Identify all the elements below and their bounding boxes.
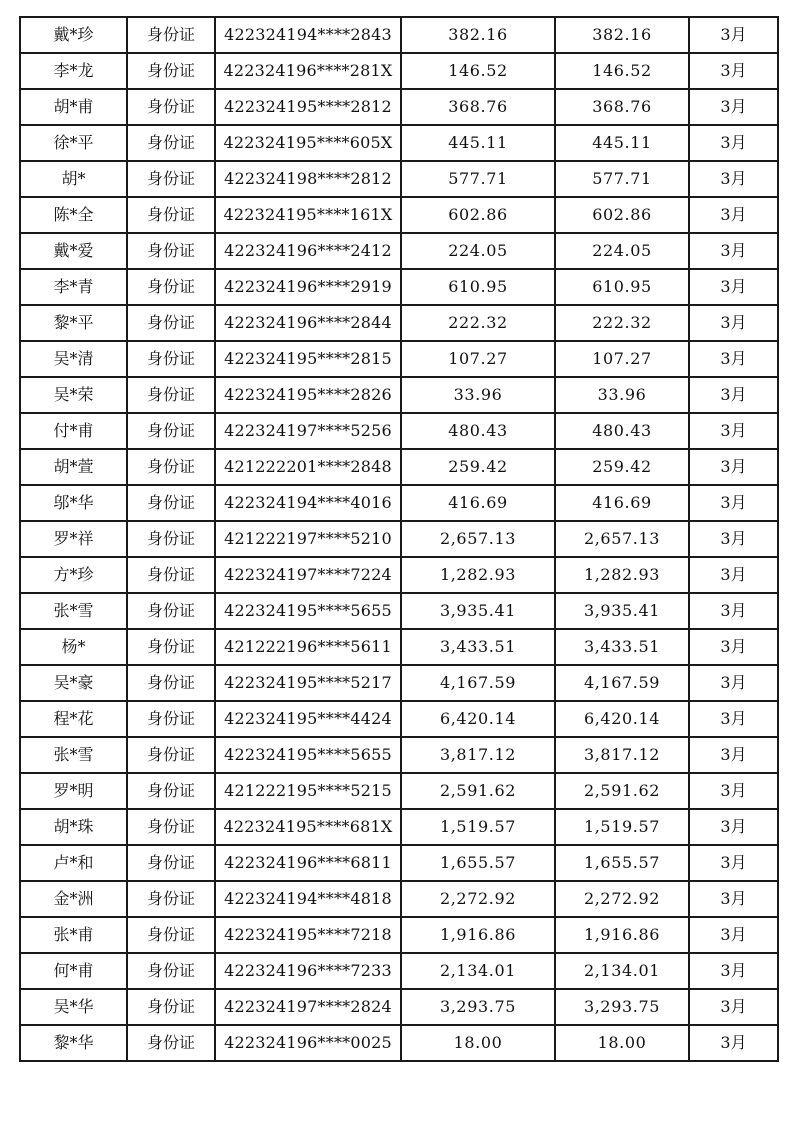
name-cell: 张*甫 — [20, 917, 127, 953]
amount-paid-cell: 577.71 — [555, 161, 689, 197]
id-number-cell: 422324195****5655 — [215, 737, 401, 773]
amount-cell: 1,916.86 — [401, 917, 555, 953]
month-cell: 3月 — [689, 701, 778, 737]
id-number-cell: 422324198****2812 — [215, 161, 401, 197]
id-type-cell: 身份证 — [127, 665, 215, 701]
amount-paid-cell: 3,817.12 — [555, 737, 689, 773]
month-cell: 3月 — [689, 197, 778, 233]
table-row — [20, 773, 778, 809]
id-number-cell: 422324195****161X — [215, 197, 401, 233]
amount-paid-cell: 368.76 — [555, 89, 689, 125]
id-type-cell: 身份证 — [127, 413, 215, 449]
name-cell: 程*花 — [20, 701, 127, 737]
id-number-cell: 421222195****5215 — [215, 773, 401, 809]
table-row — [20, 917, 778, 953]
amount-paid-cell: 6,420.14 — [555, 701, 689, 737]
name-cell: 吴*豪 — [20, 665, 127, 701]
amount-cell: 382.16 — [401, 17, 555, 53]
name-cell: 陈*全 — [20, 197, 127, 233]
id-type-cell: 身份证 — [127, 233, 215, 269]
id-type-cell: 身份证 — [127, 1025, 215, 1061]
table-row — [20, 485, 778, 521]
amount-paid-cell: 445.11 — [555, 125, 689, 161]
amount-paid-cell: 480.43 — [555, 413, 689, 449]
id-number-cell: 422324195****2812 — [215, 89, 401, 125]
table-row — [20, 269, 778, 305]
amount-cell: 2,134.01 — [401, 953, 555, 989]
id-number-cell: 422324197****5256 — [215, 413, 401, 449]
month-cell: 3月 — [689, 773, 778, 809]
amount-paid-cell: 146.52 — [555, 53, 689, 89]
amount-cell: 368.76 — [401, 89, 555, 125]
amount-paid-cell: 416.69 — [555, 485, 689, 521]
amount-cell: 2,591.62 — [401, 773, 555, 809]
month-cell: 3月 — [689, 665, 778, 701]
id-type-cell: 身份证 — [127, 737, 215, 773]
name-cell: 吴*荣 — [20, 377, 127, 413]
month-cell: 3月 — [689, 593, 778, 629]
amount-paid-cell: 18.00 — [555, 1025, 689, 1061]
amount-cell: 107.27 — [401, 341, 555, 377]
table-row — [20, 629, 778, 665]
table-row — [20, 89, 778, 125]
name-cell: 黎*华 — [20, 1025, 127, 1061]
id-type-cell: 身份证 — [127, 593, 215, 629]
amount-paid-cell: 3,935.41 — [555, 593, 689, 629]
month-cell: 3月 — [689, 305, 778, 341]
id-type-cell: 身份证 — [127, 53, 215, 89]
amount-cell: 224.05 — [401, 233, 555, 269]
name-cell: 张*雪 — [20, 737, 127, 773]
amount-paid-cell: 33.96 — [555, 377, 689, 413]
id-number-cell: 422324196****6811 — [215, 845, 401, 881]
id-type-cell: 身份证 — [127, 125, 215, 161]
id-type-cell: 身份证 — [127, 161, 215, 197]
month-cell: 3月 — [689, 413, 778, 449]
table-row — [20, 989, 778, 1025]
amount-cell: 3,935.41 — [401, 593, 555, 629]
id-type-cell: 身份证 — [127, 773, 215, 809]
amount-paid-cell: 3,433.51 — [555, 629, 689, 665]
amount-cell: 3,433.51 — [401, 629, 555, 665]
name-cell: 李*龙 — [20, 53, 127, 89]
amount-cell: 146.52 — [401, 53, 555, 89]
month-cell: 3月 — [689, 989, 778, 1025]
id-type-cell: 身份证 — [127, 701, 215, 737]
month-cell: 3月 — [689, 917, 778, 953]
table-row — [20, 233, 778, 269]
amount-cell: 416.69 — [401, 485, 555, 521]
amount-cell: 445.11 — [401, 125, 555, 161]
id-type-cell: 身份证 — [127, 485, 215, 521]
payment-table-body — [20, 17, 778, 1061]
name-cell: 胡*珠 — [20, 809, 127, 845]
name-cell: 李*青 — [20, 269, 127, 305]
id-number-cell: 421222201****2848 — [215, 449, 401, 485]
id-number-cell: 422324196****7233 — [215, 953, 401, 989]
id-number-cell: 422324196****2844 — [215, 305, 401, 341]
table-row — [20, 593, 778, 629]
id-number-cell: 422324194****2843 — [215, 17, 401, 53]
table-row — [20, 845, 778, 881]
name-cell: 徐*平 — [20, 125, 127, 161]
month-cell: 3月 — [689, 269, 778, 305]
amount-cell: 6,420.14 — [401, 701, 555, 737]
amount-paid-cell: 259.42 — [555, 449, 689, 485]
id-number-cell: 421222196****5611 — [215, 629, 401, 665]
name-cell: 何*甫 — [20, 953, 127, 989]
id-type-cell: 身份证 — [127, 377, 215, 413]
amount-cell: 610.95 — [401, 269, 555, 305]
id-type-cell: 身份证 — [127, 341, 215, 377]
table-row — [20, 701, 778, 737]
table-row — [20, 665, 778, 701]
amount-paid-cell: 3,293.75 — [555, 989, 689, 1025]
id-number-cell: 422324195****5217 — [215, 665, 401, 701]
id-type-cell: 身份证 — [127, 269, 215, 305]
month-cell: 3月 — [689, 53, 778, 89]
amount-paid-cell: 1,519.57 — [555, 809, 689, 845]
table-row — [20, 737, 778, 773]
amount-paid-cell: 602.86 — [555, 197, 689, 233]
name-cell: 戴*爱 — [20, 233, 127, 269]
name-cell: 戴*珍 — [20, 17, 127, 53]
table-row — [20, 125, 778, 161]
id-number-cell: 422324197****7224 — [215, 557, 401, 593]
id-number-cell: 422324196****0025 — [215, 1025, 401, 1061]
amount-cell: 2,272.92 — [401, 881, 555, 917]
table-row — [20, 557, 778, 593]
amount-paid-cell: 382.16 — [555, 17, 689, 53]
table-row — [20, 809, 778, 845]
id-type-cell: 身份证 — [127, 953, 215, 989]
month-cell: 3月 — [689, 161, 778, 197]
id-type-cell: 身份证 — [127, 305, 215, 341]
name-cell: 黎*平 — [20, 305, 127, 341]
id-number-cell: 422324195****5655 — [215, 593, 401, 629]
payment-table — [19, 16, 779, 1062]
name-cell: 胡*萱 — [20, 449, 127, 485]
month-cell: 3月 — [689, 953, 778, 989]
month-cell: 3月 — [689, 845, 778, 881]
amount-cell: 1,282.93 — [401, 557, 555, 593]
amount-cell: 1,655.57 — [401, 845, 555, 881]
month-cell: 3月 — [689, 125, 778, 161]
id-type-cell: 身份证 — [127, 845, 215, 881]
table-row — [20, 881, 778, 917]
amount-cell: 1,519.57 — [401, 809, 555, 845]
amount-paid-cell: 610.95 — [555, 269, 689, 305]
amount-paid-cell: 1,655.57 — [555, 845, 689, 881]
table-row — [20, 449, 778, 485]
id-number-cell: 422324195****2826 — [215, 377, 401, 413]
table-row — [20, 197, 778, 233]
month-cell: 3月 — [689, 485, 778, 521]
id-type-cell: 身份证 — [127, 89, 215, 125]
table-row — [20, 413, 778, 449]
month-cell: 3月 — [689, 881, 778, 917]
amount-paid-cell: 2,591.62 — [555, 773, 689, 809]
id-number-cell: 422324197****2824 — [215, 989, 401, 1025]
id-type-cell: 身份证 — [127, 629, 215, 665]
name-cell: 胡*甫 — [20, 89, 127, 125]
amount-paid-cell: 1,282.93 — [555, 557, 689, 593]
amount-paid-cell: 2,657.13 — [555, 521, 689, 557]
id-type-cell: 身份证 — [127, 557, 215, 593]
id-type-cell: 身份证 — [127, 989, 215, 1025]
table-row — [20, 377, 778, 413]
id-number-cell: 422324196****2412 — [215, 233, 401, 269]
id-type-cell: 身份证 — [127, 521, 215, 557]
name-cell: 方*珍 — [20, 557, 127, 593]
month-cell: 3月 — [689, 17, 778, 53]
amount-cell: 577.71 — [401, 161, 555, 197]
table-row — [20, 53, 778, 89]
id-number-cell: 422324194****4016 — [215, 485, 401, 521]
table-row — [20, 1025, 778, 1061]
id-number-cell: 422324195****605X — [215, 125, 401, 161]
month-cell: 3月 — [689, 341, 778, 377]
amount-cell: 3,293.75 — [401, 989, 555, 1025]
amount-cell: 259.42 — [401, 449, 555, 485]
amount-paid-cell: 107.27 — [555, 341, 689, 377]
amount-paid-cell: 224.05 — [555, 233, 689, 269]
table-row — [20, 305, 778, 341]
month-cell: 3月 — [689, 1025, 778, 1061]
id-number-cell: 422324196****281X — [215, 53, 401, 89]
id-number-cell: 422324194****4818 — [215, 881, 401, 917]
name-cell: 罗*明 — [20, 773, 127, 809]
id-type-cell: 身份证 — [127, 881, 215, 917]
id-type-cell: 身份证 — [127, 449, 215, 485]
month-cell: 3月 — [689, 629, 778, 665]
id-number-cell: 422324195****2815 — [215, 341, 401, 377]
id-type-cell: 身份证 — [127, 809, 215, 845]
id-number-cell: 422324195****681X — [215, 809, 401, 845]
id-number-cell: 422324195****4424 — [215, 701, 401, 737]
id-type-cell: 身份证 — [127, 917, 215, 953]
month-cell: 3月 — [689, 557, 778, 593]
name-cell: 胡* — [20, 161, 127, 197]
month-cell: 3月 — [689, 809, 778, 845]
id-number-cell: 421222197****5210 — [215, 521, 401, 557]
amount-paid-cell: 2,134.01 — [555, 953, 689, 989]
amount-cell: 33.96 — [401, 377, 555, 413]
table-row — [20, 17, 778, 53]
id-type-cell: 身份证 — [127, 17, 215, 53]
name-cell: 付*甫 — [20, 413, 127, 449]
id-number-cell: 422324195****7218 — [215, 917, 401, 953]
amount-paid-cell: 2,272.92 — [555, 881, 689, 917]
month-cell: 3月 — [689, 89, 778, 125]
amount-paid-cell: 222.32 — [555, 305, 689, 341]
name-cell: 邬*华 — [20, 485, 127, 521]
id-type-cell: 身份证 — [127, 197, 215, 233]
name-cell: 卢*和 — [20, 845, 127, 881]
table-row — [20, 521, 778, 557]
amount-cell: 222.32 — [401, 305, 555, 341]
name-cell: 杨* — [20, 629, 127, 665]
amount-cell: 18.00 — [401, 1025, 555, 1061]
amount-cell: 2,657.13 — [401, 521, 555, 557]
name-cell: 张*雪 — [20, 593, 127, 629]
amount-cell: 602.86 — [401, 197, 555, 233]
table-row — [20, 953, 778, 989]
amount-cell: 4,167.59 — [401, 665, 555, 701]
month-cell: 3月 — [689, 377, 778, 413]
name-cell: 吴*清 — [20, 341, 127, 377]
name-cell: 金*洲 — [20, 881, 127, 917]
amount-paid-cell: 4,167.59 — [555, 665, 689, 701]
month-cell: 3月 — [689, 233, 778, 269]
amount-cell: 3,817.12 — [401, 737, 555, 773]
table-row — [20, 161, 778, 197]
amount-paid-cell: 1,916.86 — [555, 917, 689, 953]
name-cell: 罗*祥 — [20, 521, 127, 557]
month-cell: 3月 — [689, 521, 778, 557]
id-number-cell: 422324196****2919 — [215, 269, 401, 305]
table-row — [20, 341, 778, 377]
month-cell: 3月 — [689, 737, 778, 773]
amount-cell: 480.43 — [401, 413, 555, 449]
month-cell: 3月 — [689, 449, 778, 485]
name-cell: 吴*华 — [20, 989, 127, 1025]
